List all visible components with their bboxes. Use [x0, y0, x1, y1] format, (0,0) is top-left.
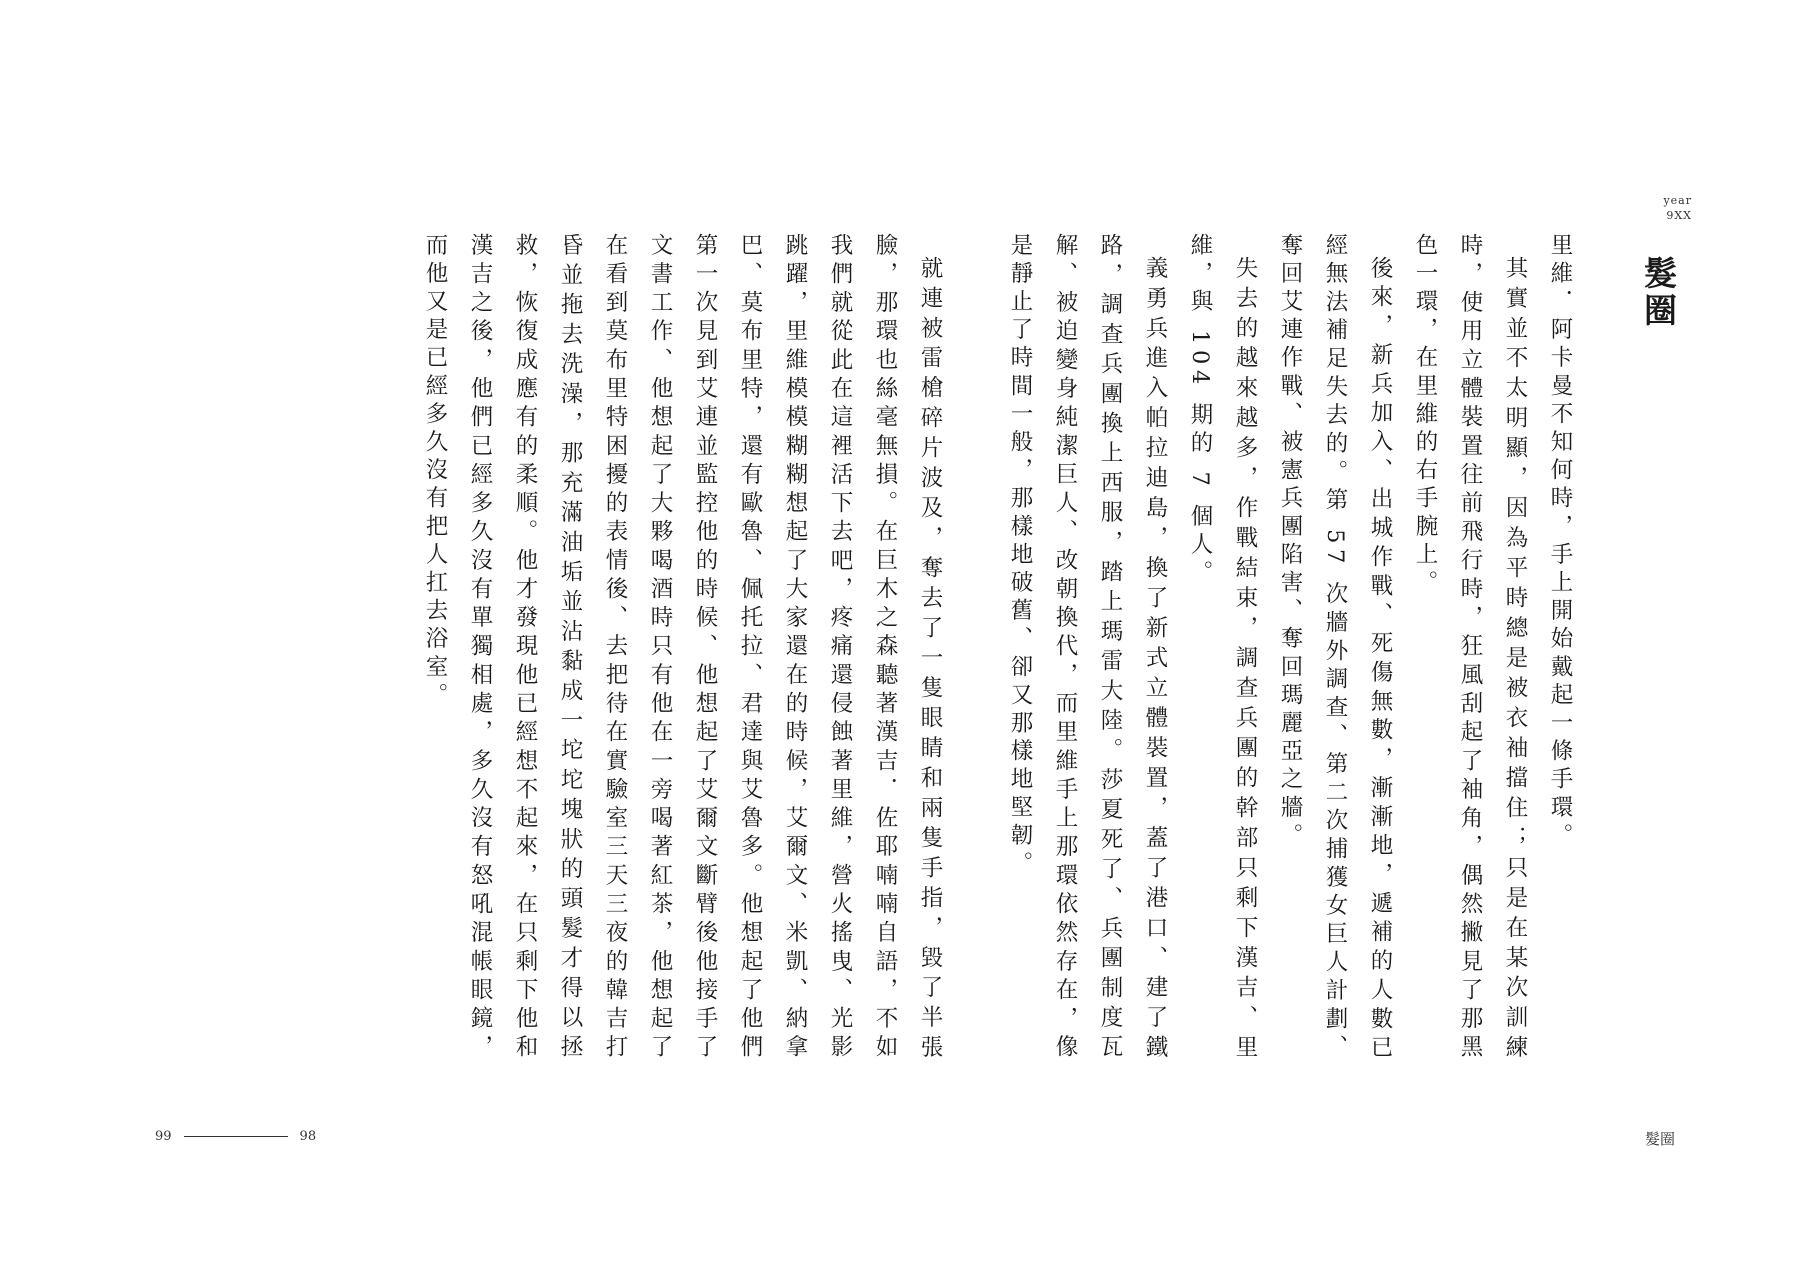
paragraph-3: 後來，新兵加入、出城作戰、死傷無數，漸漸地，遞補的人數已經無法補足失去的。第 57 次牆外調查、第二次捕獲女巨人計劃、奪回艾連作戰、被憲兵團陷害、奪回瑪麗亞之牆。 [1277, 233, 1393, 1063]
page-number-right: 98 [299, 1129, 317, 1144]
paragraph-6: 就連被雷槍碎片波及，奪去了一隻眼睛和兩隻手指，毀了半張臉，那環也絲毫無損。在巨木之森聽著漢吉．佐耶喃喃自語，不如我們就從此在這裡活下去吧，疼痛還侵蝕著里維，營火搖曳、光影跳躍，里維模模糊糊想起了大家還在的時候，艾爾文、米凱、納拿巴、莫布里特，還有歐魯、佩托拉、君達與艾魯多。他想起了他們第一次見到艾連並監控他的時候、他想起了艾爾文斷臂後他接手了文書工作、他想起了大夥喝酒時只有他在一旁喝著紅茶，他想起了在看到莫布里特困擾的表情後、去把待在實驗室三天三夜的韓吉打昏並拖去洗澡，那充滿油垢並沾黏成一坨坨塊狀的頭髮才得以拯救，恢復成應有的柔順。他才發現他已經想不起來，在只剩下他和漢吉之後，他們已經多久沒有單獨相處，多久沒有怒吼混帳眼鏡，而他又是已經多久沒有把人扛去浴室。 [422, 233, 943, 1063]
year-value: 9XX [1666, 209, 1692, 222]
chapter-title: 髮圈 [1639, 256, 1678, 330]
paragraph-4: 失去的越來越多，作戰結束，調查兵團的幹部只剩下漢吉、里維，與 104 期的 7 個人。 [1187, 233, 1258, 1063]
page-number-left: 99 [155, 1129, 172, 1144]
folio-divider [184, 1136, 288, 1137]
running-head: 髮圈 [1645, 1130, 1676, 1148]
year-word: year [1663, 194, 1692, 207]
paragraph-5: 義勇兵進入帕拉迪島，換了新式立體裝置，蓋了港口、建了鐵路，調查兵團換上西服，踏上瑪雷大陸。莎夏死了、兵團制度瓦解、被迫變身純潔巨人、改朝換代，而里維手上那環依然存在，像是靜止了時間一般，那樣地破舊、卻又那樣地堅韌。 [1007, 233, 1168, 1063]
paragraph-2: 其實並不太明顯，因為平時總是被衣袖擋住；只是在某次訓練時，使用立體裝置往前飛行時，狂風刮起了袖角，偶然撇見了那黑色一環，在里維的右手腕上。 [1412, 233, 1528, 1063]
paragraph-1: 里維．阿卡曼不知何時，手上開始戴起一條手環。 [1547, 233, 1573, 852]
year-label [1640, 193, 1692, 223]
page-folio [155, 1129, 316, 1144]
body-text [412, 233, 1582, 1063]
